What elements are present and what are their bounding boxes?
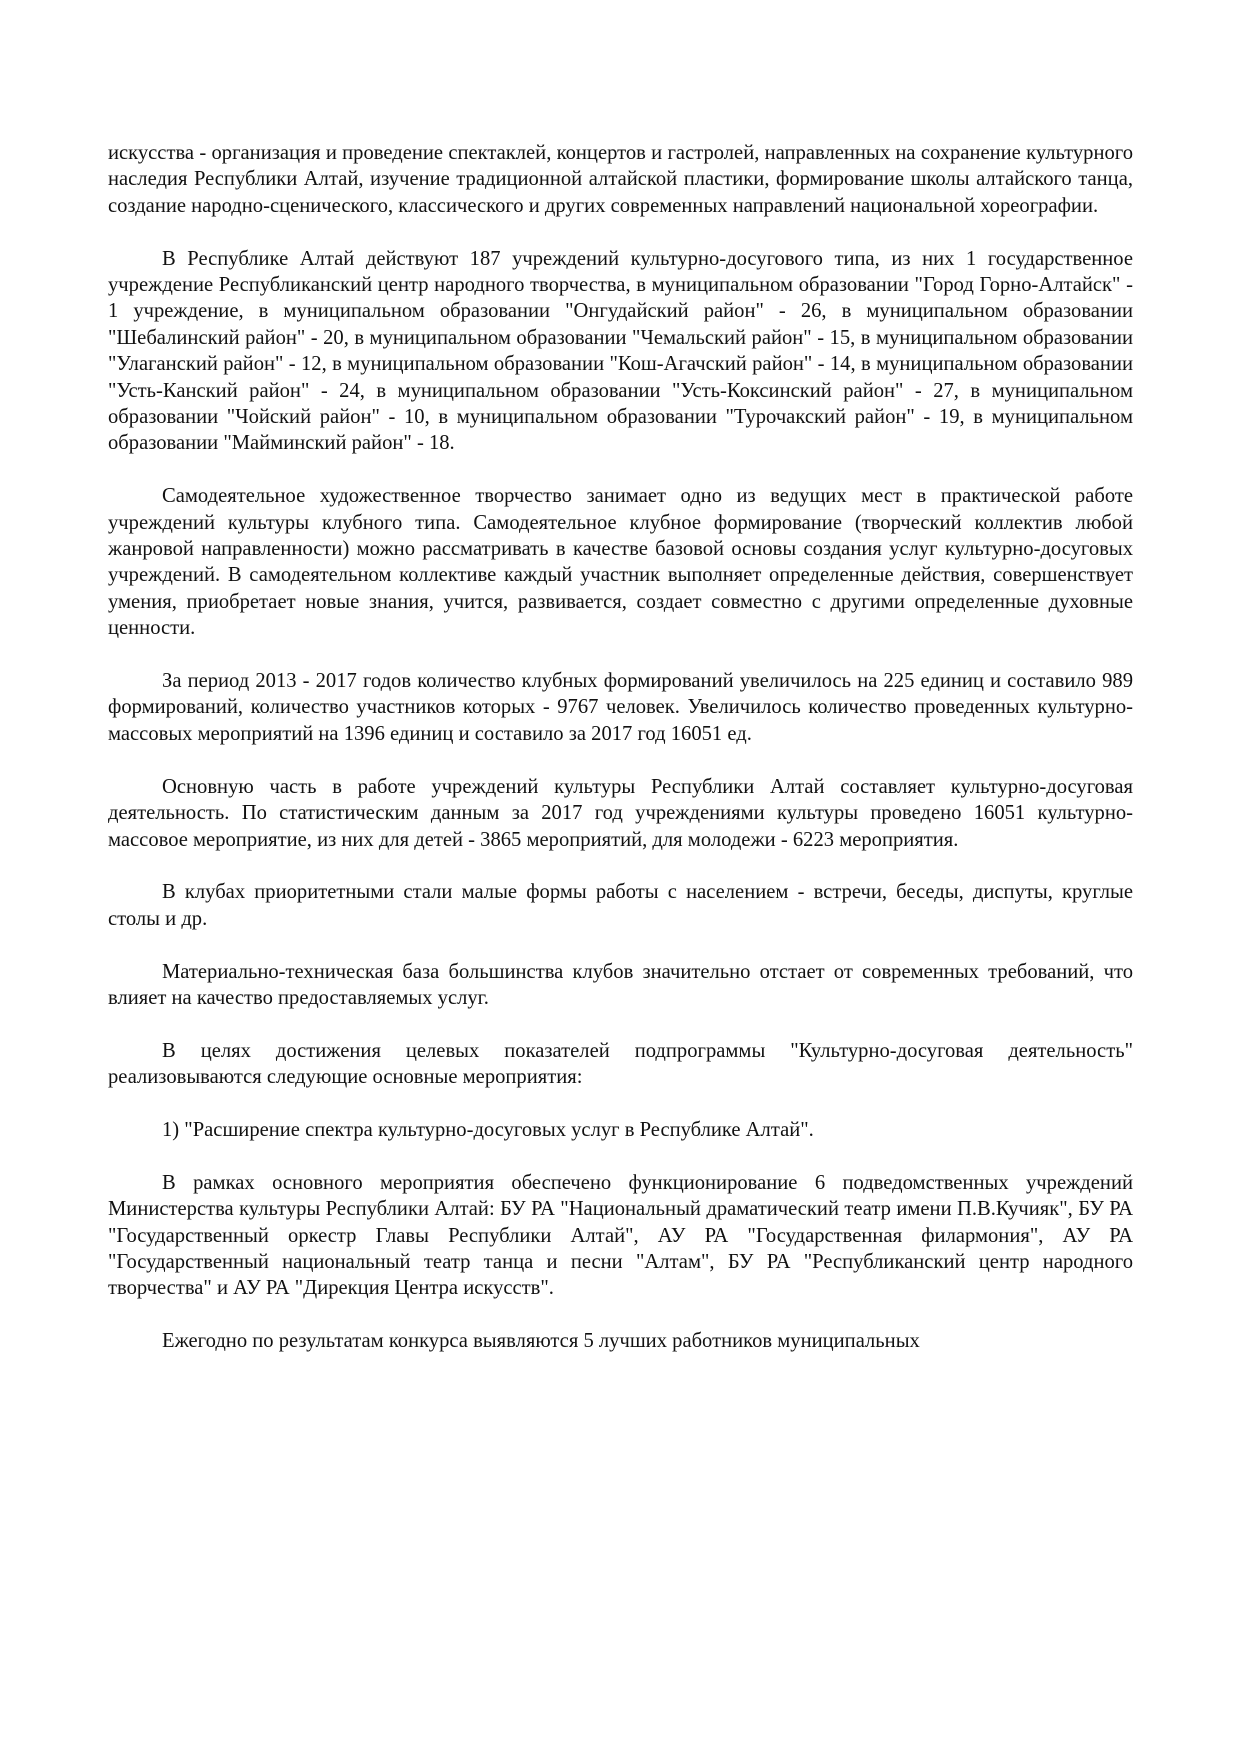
paragraph-amateur-creativity: Самодеятельное художественное творчество занимает одно из ведущих мест в практической работе учреждений культуры клубного типа. Самодеятельное клубное формирование (творческий коллектив любой жанровой направленности) можно рассматривать в качестве базовой основы создания услуг культурно-досуговых учреждений. В самодеятельном коллективе каждый участник выполняет определенные действия, совершенствует умения, приобретает новые знания, учится, развивается, создает совместно с другими определенные духовные ценности. [108,485,1133,640]
paragraph-subordinate-institutions: В рамках основного мероприятия обеспечено функционирование 6 подведомственных учреждений Министерства культуры Республики Алтай: БУ РА "Национальный драматический театр имени П.В.Кучияк", БУ РА "Государственный оркестр Главы Республики Алтай", АУ РА "Государственная филармония", АУ РА "Государственный национальный театр танца и песни "Алтам", БУ РА "Республиканский центр народного творчества" и АУ РА "Дирекция Центра искусств". [108,1171,1133,1300]
paragraph-theater-dance-continuation: искусства - организация и проведение спектаклей, концертов и гастролей, направленных на сохранение культурного наследия Республики Алтай, изучение традиционной алтайской пластики, формирование школы алтайского танца, создание народно-сценического, классического и других современных направлений национальной хореографии. [108,142,1133,217]
document-page [108,140,1133,1355]
paragraph-main-activity-1: 1) "Расширение спектра культурно-досуговых услуг в Республике Алтай". [162,1118,814,1141]
paragraph-cultural-institutions-count: В Республике Алтай действуют 187 учреждений культурно-досугового типа, из них 1 государственное учреждение Республиканский центр народного творчества, в муниципальном образовании "Город Горно-Алтайск" - 1 учреждение, в муниципальном образовании "Онгудайский район" - 26, в муниципальном образовании "Шебалинский район" - 20, в муниципальном образовании "Чемальский район" - 15, в муниципальном образовании "Улаганский район" - 12, в муниципальном образовании "Кош-Агачский район" - 14, в муниципальном образовании "Усть-Канский район" - 24, в муниципальном образовании "Усть-Коксинский район" - 27, в муниципальном образовании "Чойский район" - 10, в муниципальном образовании "Турочакский район" - 19, в муниципальном образовании "Майминский район" - 18. [108,247,1133,455]
paragraph-cultural-leisure-activity: Основную часть в работе учреждений культуры Республики Алтай составляет культурно-досуговая деятельность. По статистическим данным за 2017 год учреждениями культуры проведено 16051 культурно-массовое мероприятие, из них для детей - 3865 мероприятий, для молодежи - 6223 мероприятия. [108,775,1133,851]
paragraph-subprogram-goals: В целях достижения целевых показателей подпрограммы "Культурно-досуговая деятельность" реализовываются следующие основные мероприятия: [108,1039,1133,1089]
paragraph-annual-contest: Ежегодно по результатам конкурса выявляются 5 лучших работников муниципальных [162,1330,920,1353]
paragraph-club-formations-stats: За период 2013 - 2017 годов количество клубных формирований увеличилось на 225 единиц и составило 989 формирований, количество участников которых - 9767 человек. Увеличилось количество проведенных культурно-массовых мероприятий на 1396 единиц и составило за 2017 год 16051 ед. [108,670,1133,745]
paragraph-material-technical-base: Материально-техническая база большинства клубов значительно отстает от современных требований, что влияет на качество предоставляемых услуг. [108,960,1133,1009]
paragraph-small-forms-of-work: В клубах приоритетными стали малые формы работы с населением - встречи, беседы, диспуты, круглые столы и др. [108,881,1133,930]
